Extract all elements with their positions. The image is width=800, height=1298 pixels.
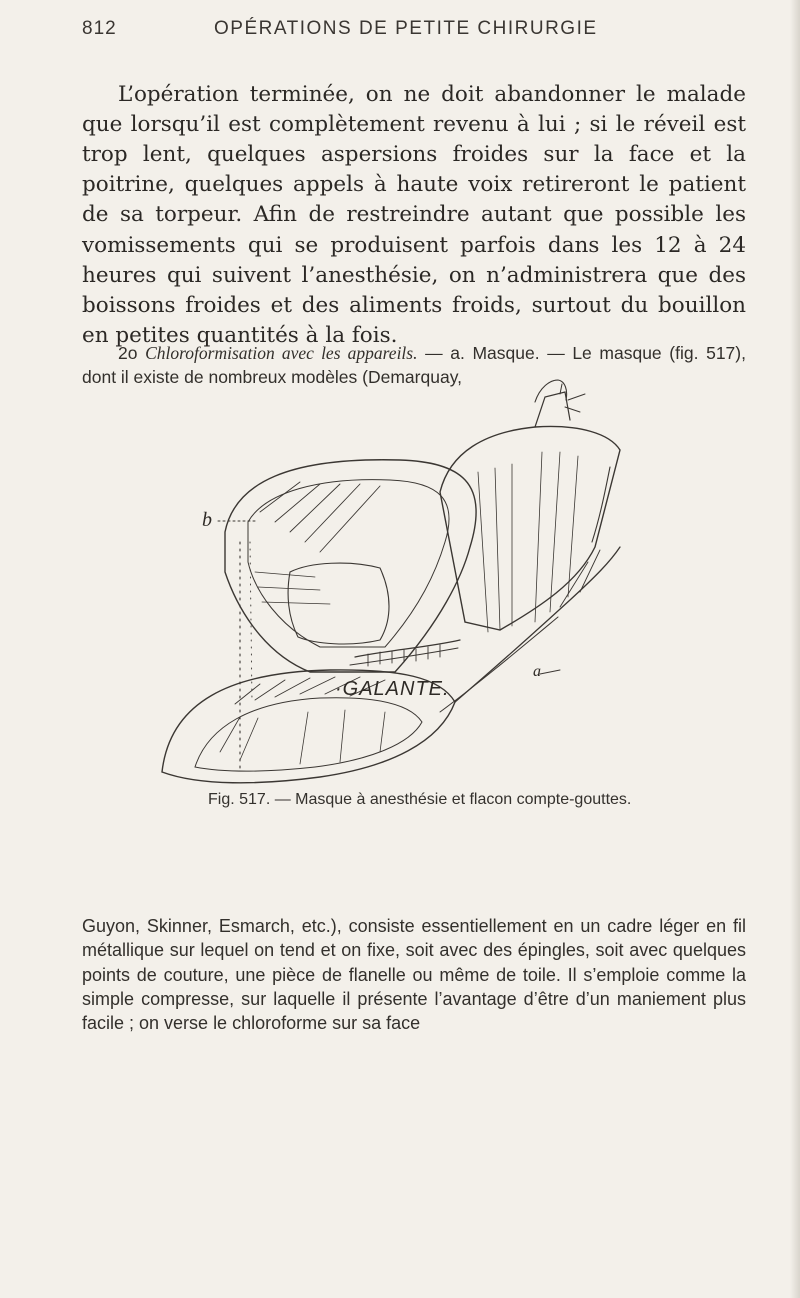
figure-517: [140, 372, 700, 792]
maker-mark: ·GALANTE.: [335, 678, 450, 700]
dropper-bottle: [440, 426, 620, 630]
figure-label-b: b: [202, 509, 212, 531]
subsection-title: — a. Masque.: [417, 342, 540, 363]
paragraph-anesthesia-recovery: L’opération terminée, on ne doit abandonner le malade que lorsqu’il est complètement revenu à lui ; si le réveil est trop lent, quelques aspersions froides sur la face et la poitrine, quelques appels à haute voix retireront le patient de sa torpeur. Afin de restreindre autant que possible les vomissements qui se produisent parfois dans les 12 à 24 heures qui suivent l’anesthésie, on n’administrera que des boissons froides et des aliments froids, surtout du bouillon en petites quantités à la fois.: [82, 81, 746, 349]
paragraph-mask-description: Guyon, Skinner, Esmarch, etc.), consiste essentiellement en un cadre léger en fil métallique sur lequel on tend et on fixe, soit avec des épingles, soit avec quelques points de couture, une pièce de flanelle ou même de toile. Il s’emploie comme la simple compresse, sur laquelle il présente l’avantage d’être d’un maniement plus facile ; on verse le chloroforme sur sa face: [82, 916, 746, 1034]
mask-intro-text: — Le masque (fig. 517), dont il existe de nombreux modèles (Demarquay,: [82, 342, 746, 387]
figure-caption: Fig. 517. — Masque à anesthésie et flacon compte-gouttes.: [208, 791, 632, 808]
figure-label-a: a: [533, 663, 541, 680]
running-head: OPÉRATIONS DE PETITE CHIRURGIE: [214, 18, 598, 39]
page-edge-shadow: [790, 0, 800, 1298]
mask-frame: [225, 460, 476, 672]
section-title: Chloroformisation avec les appareils.: [145, 342, 418, 363]
mask-and-dropper-illustration: [140, 372, 700, 792]
page-number: 812: [82, 18, 117, 39]
section-number: 2o: [118, 342, 138, 363]
